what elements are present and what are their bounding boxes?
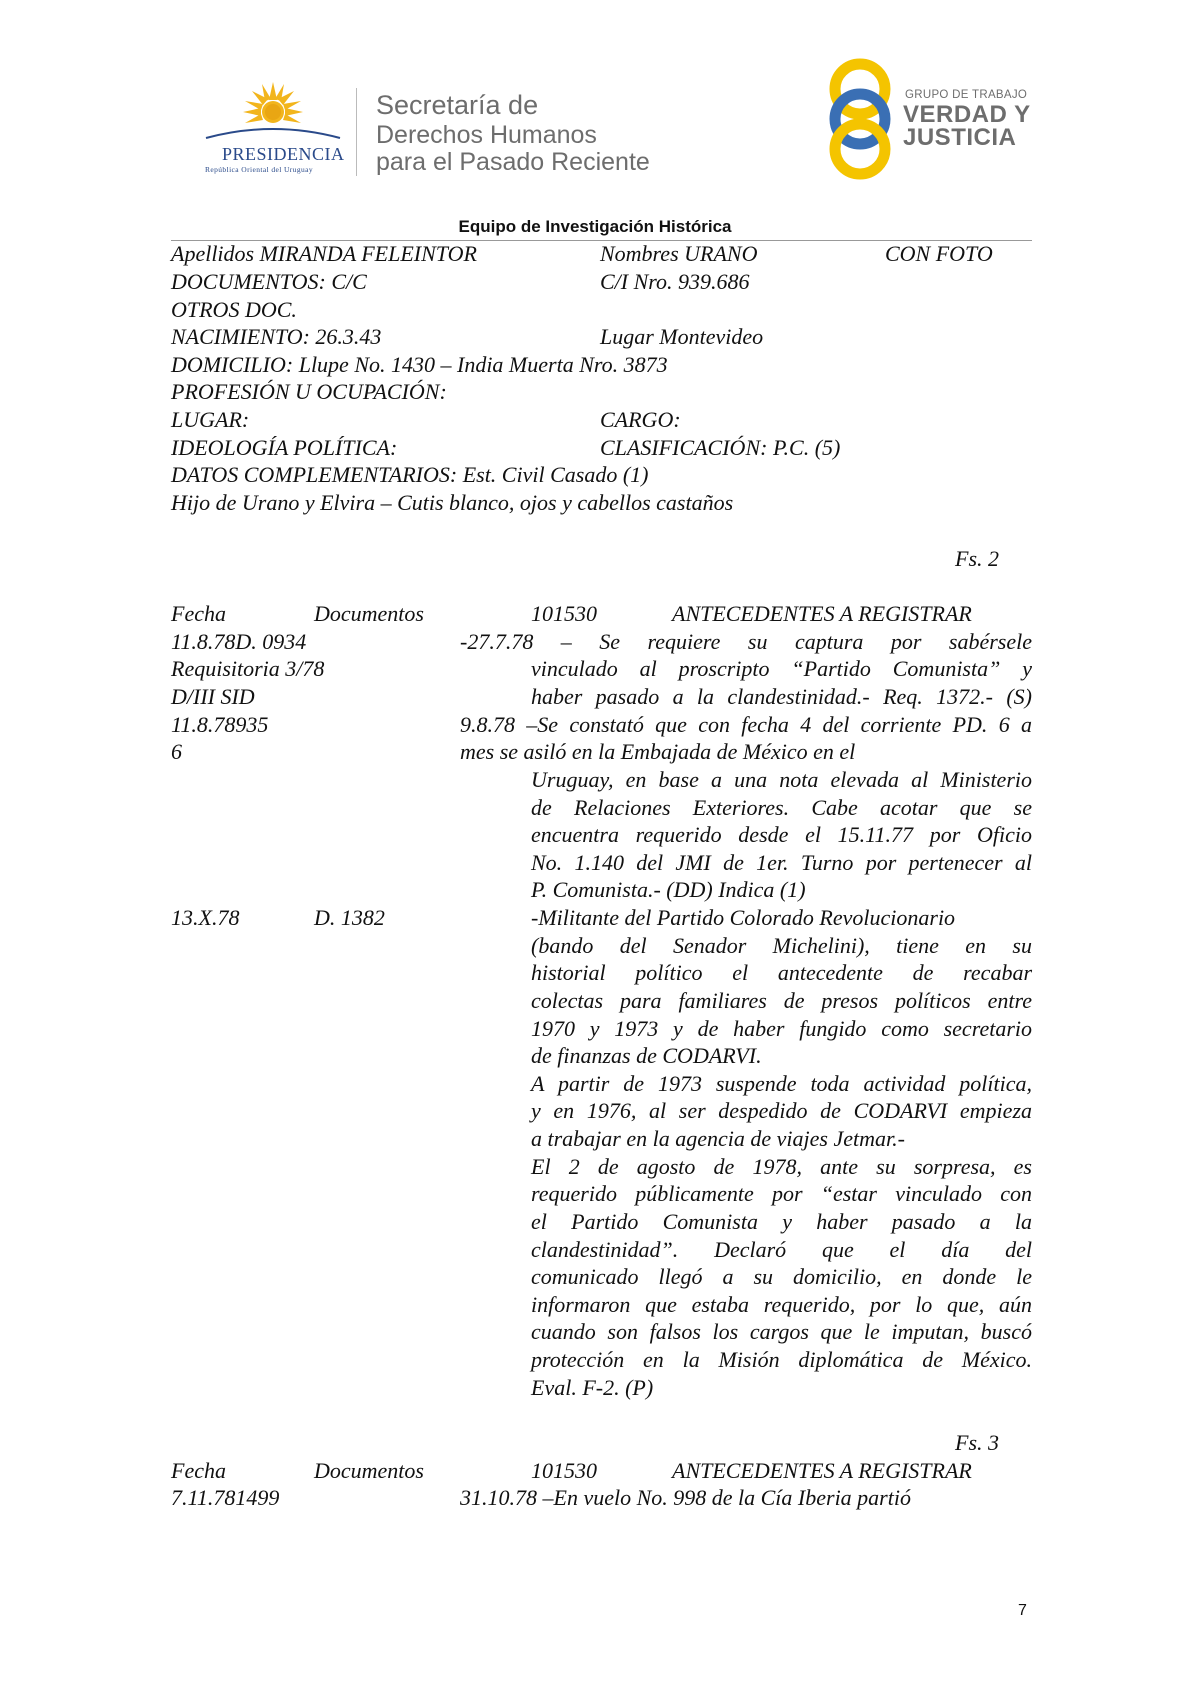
nacimiento: NACIMIENTO: 26.3.43 [171,324,382,349]
entry3-line: historial político el antecedente de recabar [531,960,1032,985]
datos-complementarios: DATOS COMPLEMENTARIOS: Est. Civil Casado (1) [171,462,649,487]
entry1-first-line: -27.7.78 – Se requiere su captura por sabérsele [460,629,1032,654]
left-ref-1: 11.8.78D. 0934 [171,629,307,654]
otros-doc: OTROS DOC. [171,297,297,322]
entry2-line: No. 1.140 del JMI de 1er. Turno por pertenecer al [531,850,1032,875]
apellidos: Apellidos MIRANDA FELEINTOR [171,241,477,266]
header-numero: 101530 [531,601,597,626]
entry3-line: A partir de 1973 suspende toda actividad política, [531,1071,1032,1096]
left-ref-fs3: 7.11.781499 [171,1485,280,1510]
left-ref-3: D/III SID [171,684,255,709]
profesion: PROFESIÓN U OCUPACIÓN: [171,379,447,404]
cargo: CARGO: [600,407,681,432]
grupo-trabajo-logo [820,56,900,182]
entry2-second-line: mes se asiló en la Embajada de México en el [460,739,856,764]
entry2-line: de Relaciones Exteriores. Cabe acotar que se [531,795,1032,820]
entry3-line: (bando del Senador Michelini), tiene en su [531,933,1032,958]
left-ref-2: Requisitoria 3/78 [171,656,325,681]
header-divider [356,88,357,176]
entry3-line: Eval. F-2. (P) [531,1375,654,1400]
filiacion: Hijo de Urano y Elvira – Cutis blanco, ojos y cabellos castaños [171,490,734,515]
lugar-nacimiento: Lugar Montevideo [600,324,764,349]
entry3-line: cuando son falsos los cargos que le imputan, buscó [531,1319,1032,1344]
domicilio: DOMICILIO: Llupe No. 1430 – India Muerta Nro. 3873 [171,352,668,377]
entry1-line: haber pasado a la clandestinidad.- Req. 1372.- (S) [531,684,1032,709]
header-documentos: Documentos [314,1458,424,1483]
entry3-line: 1970 y 1973 y de haber fungido como secretario [531,1016,1032,1041]
entry3-doc: D. 1382 [314,905,385,930]
entry3-line: El 2 de agosto de 1978, ante su sorpresa, es [531,1154,1032,1179]
secretaria-line2: Derechos Humanos [376,121,597,149]
entry3-line: de finanzas de CODARVI. [531,1043,762,1068]
folio-2: Fs. 2 [955,546,999,571]
ideologia: IDEOLOGÍA POLÍTICA: [171,435,398,460]
header-fecha: Fecha [171,601,226,626]
nombres: Nombres URANO [600,241,758,266]
entry3-line: y en 1976, al ser despedido de CODARVI empieza [531,1098,1032,1123]
left-ref-5: 6 [171,739,182,764]
folio-3: Fs. 3 [955,1430,999,1455]
clasificacion: CLASIFICACIÓN: P.C. (5) [600,435,841,460]
entry3-line: colectas para familiares de presos políticos entre [531,988,1032,1013]
presidencia-subtitle: República Oriental del Uruguay [205,165,314,174]
verdad-y-label: VERDAD Y [903,101,1031,128]
grupo-trabajo-label: GRUPO DE TRABAJO [905,89,1028,101]
header-numero: 101530 [531,1458,597,1483]
document-title: Equipo de Investigación Histórica [458,217,732,236]
entry3-line: clandestinidad”. Declaró que el día del [531,1237,1032,1262]
entry3-line: protección en la Misión diplomática de México. [531,1347,1032,1372]
left-ref-4: 11.8.78935 [171,712,269,737]
entry-fs3: 31.10.78 –En vuelo No. 998 de la Cía Iberia partió [460,1485,911,1510]
entry3-line: requerido públicamente por “estar vinculado con [531,1181,1032,1206]
lugar: LUGAR: [171,407,250,432]
cedula: C/I Nro. 939.686 [600,269,750,294]
entry1-line: vinculado al proscripto “Partido Comunista” y [531,656,1032,681]
entry2-first-line: 9.8.78 –Se constató que con fecha 4 del corriente PD. 6 a [460,712,1032,737]
entry3-line: comunicado llegó a su domicilio, en donde le [531,1264,1032,1289]
con-foto: CON FOTO [885,241,993,266]
entry2-line: P. Comunista.- (DD) Indica (1) [531,877,806,902]
page-number: 7 [1018,1602,1027,1619]
header-fecha: Fecha [171,1458,226,1483]
entry2-line: Uruguay, en base a una nota elevada al Ministerio [531,767,1032,792]
header-antecedentes: ANTECEDENTES A REGISTRAR [672,601,972,626]
documentos: DOCUMENTOS: C/C [171,269,367,294]
header-antecedentes: ANTECEDENTES A REGISTRAR [672,1458,972,1483]
secretaria-line3: para el Pasado Reciente [376,148,650,176]
entry2-line: encuentra requerido desde el 15.11.77 por Oficio [531,822,1032,847]
entry3-line: el Partido Comunista y haber pasado a la [531,1209,1032,1234]
presidencia-label: PRESIDENCIA [222,144,345,164]
entry3-date: 13.X.78 [171,905,240,930]
secretaria-line1: Secretaría de [376,90,539,120]
entry3-line: -Militante del Partido Colorado Revolucionario [531,905,956,930]
entry3-line: informaron que estaba requerido, por lo que, aún [531,1292,1032,1317]
header-documentos: Documentos [314,601,424,626]
justicia-label: JUSTICIA [903,124,1017,151]
entry3-line: a trabajar en la agencia de viajes Jetmar.- [531,1126,905,1151]
